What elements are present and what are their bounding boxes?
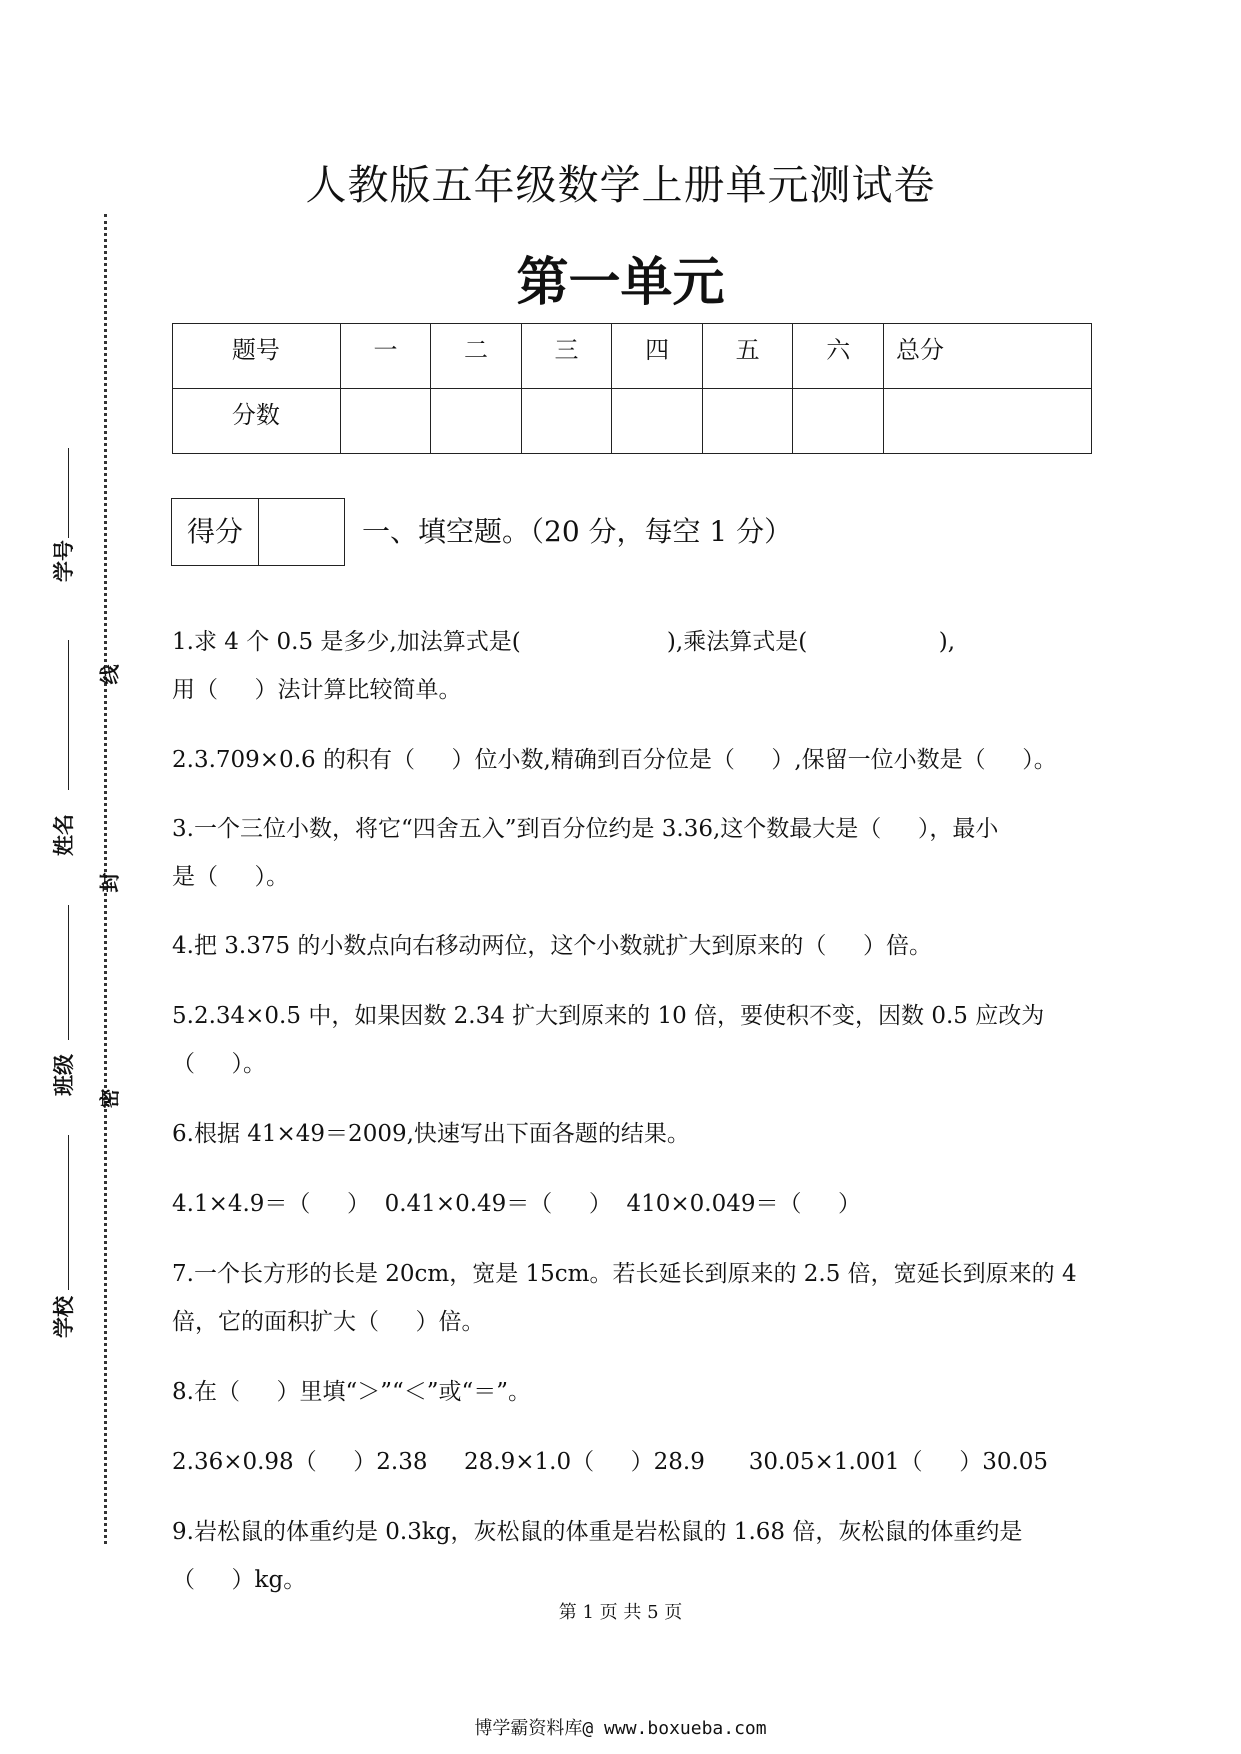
score-table	[172, 323, 1092, 454]
score-entry-cell[interactable]	[521, 389, 612, 454]
section-heading: 一、填空题。（20 分，每空 1 分）	[362, 515, 793, 548]
question-2: 2.3.709×0.6 的积有（ ）位小数,精确到百分位是（ ）,保留一位小数是（ ）。	[172, 747, 1057, 773]
score-entry-cell[interactable]	[431, 389, 522, 454]
score-table-score-row	[173, 389, 1092, 454]
score-entry-cell[interactable]	[612, 389, 703, 454]
student-id-label: 学号	[52, 540, 76, 582]
page-title: 人教版五年级数学上册单元测试卷	[305, 161, 936, 209]
score-table-cell: 一	[340, 324, 431, 389]
name-label: 姓名	[52, 814, 76, 856]
unit-title: 第一单元	[516, 253, 725, 313]
score-table-cell: 六	[793, 324, 884, 389]
question-9-line-1: 9.岩松鼠的体重约是 0.3kg，灰松鼠的体重是岩松鼠的 1.68 倍，灰松鼠的体重约是	[172, 1519, 1023, 1545]
question-3-line-1: 3.一个三位小数，将它“四舍五入”到百分位约是 3.36,这个数最大是（ ），最小	[172, 816, 999, 842]
question-7-line-2: 倍，它的面积扩大（ ）倍。	[172, 1309, 485, 1335]
question-3-line-2: 是（ ）。	[172, 864, 290, 890]
question-8-line-2: 2.36×0.98（ ）2.38 28.9×1.0（ ）28.9 30.05×1.001（ ）30.05	[172, 1449, 1049, 1475]
school-blank	[68, 1135, 69, 1290]
section-score-label: 得分	[172, 499, 259, 565]
score-entry-cell[interactable]	[883, 389, 1091, 454]
section-score-entry[interactable]	[259, 499, 344, 565]
student-id-blank	[68, 448, 69, 538]
page-number: 第 1 页 共 5 页	[558, 1602, 683, 1623]
question-5-line-2: （ ）。	[172, 1051, 267, 1077]
question-7-line-1: 7.一个长方形的长是 20cm，宽是 15cm。若长延长到原来的 2.5 倍，宽延长到原来的 4	[172, 1261, 1077, 1287]
score-entry-cell[interactable]	[340, 389, 431, 454]
section-score-box	[171, 498, 345, 566]
score-table-cell: 四	[612, 324, 703, 389]
class-blank	[68, 905, 69, 1040]
question-6-line-2: 4.1×4.9＝（ ） 0.41×0.49＝（ ） 410×0.049＝（ ）	[172, 1191, 862, 1217]
score-table-header-row	[173, 324, 1092, 389]
question-4: 4.把 3.375 的小数点向右移动两位，这个小数就扩大到原来的（ ）倍。	[172, 933, 932, 959]
score-table-cell: 三	[521, 324, 612, 389]
score-entry-cell[interactable]	[793, 389, 884, 454]
question-5-line-1: 5.2.34×0.5 中，如果因数 2.34 扩大到原来的 10 倍，要使积不变，因数 0.5 应改为	[172, 1003, 1045, 1029]
question-1-line-2: 用（ ）法计算比较简单。	[172, 677, 462, 703]
score-table-cell: 总分	[883, 324, 1091, 389]
question-1-line-1: 1.求 4 个 0.5 是多少,加法算式是( ),乘法算式是( ),	[172, 629, 956, 655]
school-label: 学校	[52, 1296, 76, 1338]
name-blank	[68, 640, 69, 790]
class-label: 班级	[52, 1054, 76, 1096]
question-6-line-1: 6.根据 41×49＝2009,快速写出下面各题的结果。	[172, 1121, 690, 1147]
score-table-cell: 二	[431, 324, 522, 389]
score-table-cell: 五	[702, 324, 793, 389]
seal-xian: 线	[97, 664, 122, 685]
question-9-line-2: （ ）kg。	[172, 1567, 307, 1593]
question-8-line-1: 8.在（ ）里填“＞”“＜”或“＝”。	[172, 1379, 532, 1405]
score-table-cell: 分数	[173, 389, 341, 454]
seal-mi: 密	[97, 1088, 122, 1109]
seal-feng: 封	[97, 872, 122, 893]
score-table-cell: 题号	[173, 324, 341, 389]
watermark: 博学霸资料库@ www.boxueba.com	[474, 1718, 767, 1739]
score-entry-cell[interactable]	[702, 389, 793, 454]
